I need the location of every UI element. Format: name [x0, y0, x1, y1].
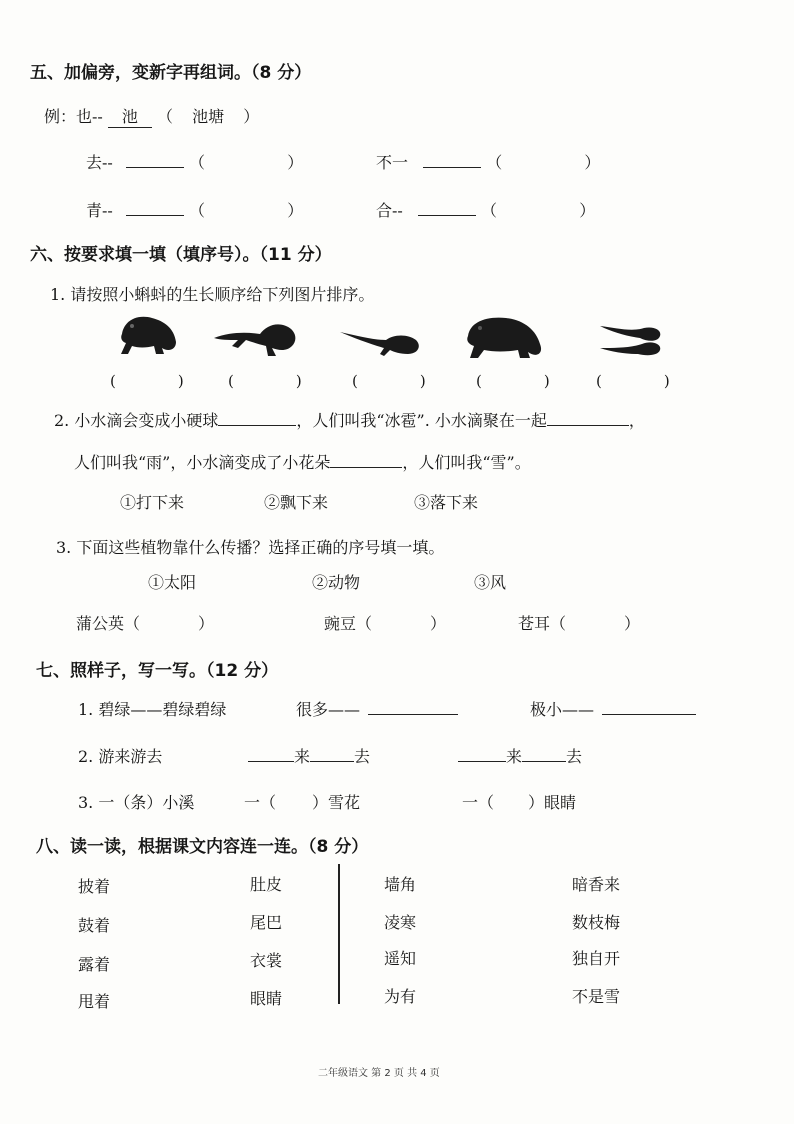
paren-close: ） [430, 614, 447, 633]
match-right-word[interactable]: 墙角 [384, 875, 417, 894]
s7-row-2-a [248, 744, 370, 767]
paren-open: ( [596, 372, 602, 390]
order-blank-1[interactable] [110, 372, 184, 390]
tadpole-icon [596, 318, 664, 358]
tadpole-with-legs-icon [338, 322, 422, 358]
q2-option-3: ③落下来 [414, 493, 479, 512]
example-paren-open: （ [157, 107, 174, 126]
question-6-1: 1. 请按照小蝌蚪的生长顺序给下列图片排序。 [50, 285, 375, 304]
paren-open: （ [481, 201, 498, 220]
answer-blank[interactable] [458, 747, 506, 762]
match-left-word[interactable]: 露着 [78, 955, 111, 974]
answer-blank[interactable] [248, 747, 294, 762]
match-right-target[interactable]: 暗香来 [572, 875, 621, 894]
order-blank-5[interactable] [596, 372, 670, 390]
qu-char: 去 [354, 747, 371, 766]
radical-item-1 [86, 150, 303, 173]
match-left-target[interactable]: 肚皮 [250, 875, 283, 894]
q3-option-3: ③风 [474, 573, 507, 592]
pea-item [324, 611, 446, 634]
hail-blank[interactable] [218, 411, 296, 426]
paren-open: （ [124, 614, 141, 633]
section-7-heading: 七、照样子，写一写。（12 分） [36, 661, 279, 681]
match-left-word[interactable]: 披着 [78, 877, 111, 896]
s7-row-3-b [462, 790, 576, 813]
example-row [44, 104, 259, 128]
answer-blank[interactable] [126, 153, 184, 168]
word-prompt: 极小—— [530, 700, 595, 719]
s7-row-3-a [244, 790, 360, 813]
radical-item-4 [376, 198, 595, 221]
paren-open: （ [550, 614, 567, 633]
measure-suffix: ）眼睛 [528, 793, 577, 812]
question-6-2-line-2 [74, 450, 531, 473]
paren-close: ） [584, 153, 601, 172]
radical-item-prefix: 不一 [376, 153, 409, 172]
froglet-with-tail-icon [212, 318, 298, 358]
plant-label: 蒲公英 [76, 614, 125, 633]
answer-blank[interactable] [423, 153, 481, 168]
order-blank-3[interactable] [352, 372, 426, 390]
paren-open: （ [486, 153, 503, 172]
example-paren-close: ） [243, 107, 260, 126]
lai-char: 来 [506, 747, 523, 766]
match-left-target[interactable]: 尾巴 [250, 913, 283, 932]
match-left-target[interactable]: 衣裳 [250, 951, 283, 970]
cocklebur-item [518, 611, 640, 634]
q2-option-1: ①打下来 [120, 493, 185, 512]
paren-close: ) [543, 372, 550, 390]
example-word: 池塘 [192, 107, 225, 126]
match-right-target[interactable]: 数枝梅 [572, 913, 621, 932]
qu-char: 去 [566, 747, 583, 766]
paren-close: ） [287, 201, 304, 220]
match-left-target[interactable]: 眼睛 [250, 989, 283, 1008]
s7-row-1-example: 1. 碧绿——碧绿碧绿 [78, 700, 227, 719]
rain-blank[interactable] [547, 411, 629, 426]
paren-open: ( [228, 372, 234, 390]
example-label: 例：也-- [44, 107, 103, 126]
answer-blank[interactable] [368, 700, 458, 715]
answer-blank[interactable] [418, 201, 476, 216]
s7-row-2-example: 2. 游来游去 [78, 747, 163, 766]
q2-text-d: 人们叫我“雨”，小水滴变成了小花朵 [74, 453, 331, 472]
answer-blank[interactable] [522, 747, 566, 762]
question-6-2-line-1 [54, 408, 645, 431]
dandelion-item [76, 611, 214, 634]
example-answer: 池 [108, 104, 152, 128]
plant-label: 苍耳 [518, 614, 551, 633]
column-divider [338, 864, 340, 1004]
plant-label: 豌豆 [324, 614, 357, 633]
match-right-word[interactable]: 凌寒 [384, 913, 417, 932]
question-6-3: 3. 下面这些植物靠什么传播？选择正确的序号填一填。 [56, 538, 445, 557]
order-blank-4[interactable] [476, 372, 550, 390]
paren-close: ) [419, 372, 426, 390]
snow-blank[interactable] [330, 453, 402, 468]
paren-close: ) [177, 372, 184, 390]
match-right-word[interactable]: 遥知 [384, 949, 417, 968]
lai-char: 来 [294, 747, 311, 766]
radical-item-2 [376, 150, 600, 173]
measure-prefix: 一（ [462, 793, 495, 812]
paren-close: ) [295, 372, 302, 390]
radical-item-prefix: 去-- [86, 153, 113, 172]
paren-open: ( [352, 372, 358, 390]
paren-close: ) [663, 372, 670, 390]
page-footer: 二年级语文 第 2 页 共 4 页 [318, 1068, 440, 1079]
s7-row-3-example: 3. 一（条）小溪 [78, 793, 195, 812]
match-right-word[interactable]: 为有 [384, 987, 417, 1006]
paren-open: （ [356, 614, 373, 633]
paren-open: ( [110, 372, 116, 390]
paren-open: （ [189, 201, 206, 220]
paren-open: （ [189, 153, 206, 172]
paren-close: ） [287, 153, 304, 172]
match-left-word[interactable]: 鼓着 [78, 916, 111, 935]
answer-blank[interactable] [602, 700, 696, 715]
word-prompt: 很多—— [296, 700, 361, 719]
s7-row-1-a [296, 697, 458, 720]
q2-option-2: ②飘下来 [264, 493, 329, 512]
measure-prefix: 一（ [244, 793, 277, 812]
q3-option-1: ①太阳 [148, 573, 197, 592]
match-right-target[interactable]: 独自开 [572, 949, 621, 968]
paren-close: ） [579, 201, 596, 220]
s7-row-2-b [458, 744, 582, 767]
q2-text-b: ，人们叫我“冰雹”. 小水滴聚在一起 [296, 411, 547, 430]
paren-close: ） [198, 614, 215, 633]
paren-close: ） [624, 614, 641, 633]
match-right-target[interactable]: 不是雪 [572, 987, 621, 1006]
q2-text-e: ，人们叫我“雪”。 [402, 453, 531, 472]
answer-blank[interactable] [126, 201, 184, 216]
s7-row-1-b [530, 697, 696, 720]
q2-text-c: ， [628, 411, 645, 430]
radical-item-prefix: 合-- [376, 201, 403, 220]
q2-text-a: 2. 小水滴会变成小硬球 [54, 411, 219, 430]
paren-open: ( [476, 372, 482, 390]
q3-option-2: ②动物 [312, 573, 361, 592]
order-blank-2[interactable] [228, 372, 302, 390]
frog-icon [462, 314, 546, 360]
match-left-word[interactable]: 甩着 [78, 992, 111, 1011]
radical-item-3 [86, 198, 303, 221]
section-5-heading: 五、加偏旁，变新字再组词。（8 分） [30, 63, 312, 83]
section-6-heading: 六、按要求填一填（填序号）。（11 分） [30, 245, 332, 265]
radical-item-prefix: 青-- [86, 201, 113, 220]
answer-blank[interactable] [310, 747, 354, 762]
measure-suffix: ）雪花 [312, 793, 361, 812]
frog-icon [118, 312, 180, 356]
section-8-heading: 八、读一读，根据课文内容连一连。（8 分） [36, 837, 369, 857]
